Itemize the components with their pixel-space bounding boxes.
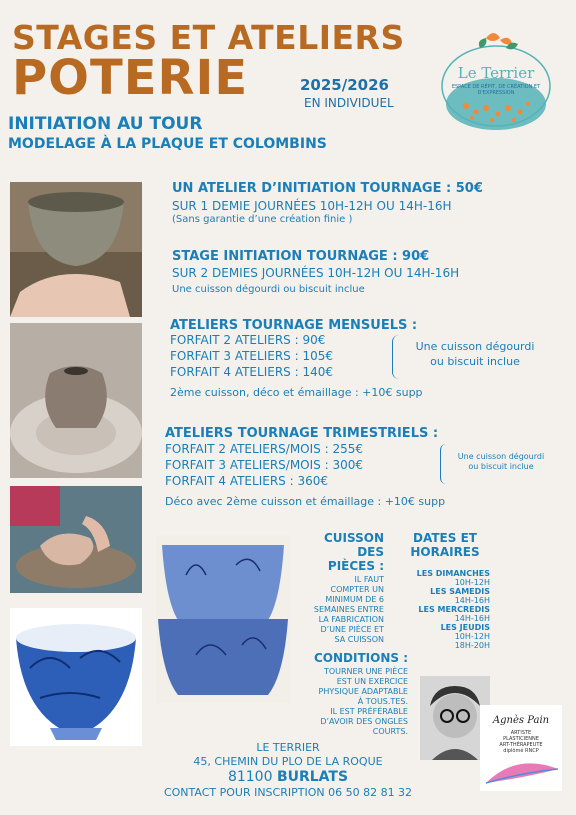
section3-side-note1: Une cuisson dégourdi — [415, 340, 535, 353]
title-line1: STAGES ET ATELIERS — [12, 18, 405, 57]
section2-line1: SUR 2 DEMIES JOURNÉES 10H-12H OU 14H-16H — [172, 266, 460, 280]
dates-hours-dimanches: 10H-12H — [454, 578, 490, 587]
dates-heading2: HORAIRES — [410, 545, 480, 559]
cuisson-heading1: CUISSON — [323, 531, 384, 545]
section4-footnote: Déco avec 2ème cuisson et émaillage : +10€ supp — [165, 495, 446, 508]
artist-role3: ART-THÉRAPEUTE — [499, 742, 543, 748]
section4-line2: FORFAIT 3 ATELIERS/MOIS : 300€ — [165, 458, 363, 472]
blue-bowl-photo — [10, 608, 142, 746]
artist-name: Agnès Pain — [492, 715, 550, 726]
title-line2: POTERIE — [12, 50, 249, 106]
artist-role1: ARTISTE — [510, 730, 532, 736]
year-label: 2025/2026 — [300, 76, 389, 94]
conditions-block — [292, 651, 408, 737]
dates-block — [400, 531, 490, 650]
section1-line1: SUR 1 DEMIE JOURNÉES 10H-12H OU 14H-16H — [172, 199, 452, 213]
footer-postcode: 81100 — [227, 769, 273, 785]
cuisson-heading3: PIÈCES : — [327, 559, 384, 573]
section4-side-note2: ou biscuit inclue — [468, 462, 534, 471]
dates-day-dimanches: LES DIMANCHES — [416, 569, 490, 578]
dates-day-jeudis: LES JEUDIS — [440, 623, 490, 632]
footer-city-line — [0, 769, 576, 785]
section2-line2: Une cuisson dégourdi ou biscuit inclue — [172, 284, 365, 295]
section4-heading: ATELIERS TOURNAGE TRIMESTRIELS : — [165, 426, 439, 441]
subtitle-modelage: MODELAGE À LA PLAQUE ET COLOMBINS — [8, 136, 327, 152]
cuisson-text1: IL FAUT — [354, 575, 384, 584]
dates-day-samedis: LES SAMEDIS — [430, 587, 490, 596]
artist-role2: PLASTICIENNE — [503, 736, 539, 742]
section1-line2: (Sans garantie d’une création finie ) — [172, 214, 353, 225]
footer-line2: 45, CHEMIN DU PLO DE LA ROQUE — [193, 755, 383, 768]
bowl-in-hand-photo — [10, 182, 142, 317]
conditions-text5: IL EST PRÉFÉRABLE — [330, 707, 408, 716]
wheel-vase-photo — [10, 323, 142, 478]
logo-tagline: ESPACE DE RÉPIT, DE CRÉATION ET D'EXPRESSION — [451, 84, 541, 96]
artist-role4: diplômé RNCP — [503, 748, 539, 754]
section3-line3: FORFAIT 4 ATELIERS : 140€ — [170, 365, 333, 379]
conditions-text3: PHYSIQUE ADAPTABLE — [318, 687, 408, 696]
footer-line1: LE TERRIER — [256, 741, 320, 754]
conditions-text4: À TOUS.TES. — [357, 697, 408, 706]
cuisson-text5: LA FABRICATION — [318, 615, 384, 624]
cuisson-heading2: DES — [357, 545, 384, 559]
cuisson-text2: COMPTER UN — [330, 585, 384, 594]
mode-label: EN INDIVIDUEL — [304, 96, 394, 110]
conditions-text7: COURTS. — [372, 727, 408, 736]
cuisson-text6: D’UNE PIÈCE ET — [320, 625, 384, 634]
section4-side-note1: Une cuisson dégourdi — [457, 452, 545, 461]
conditions-text2: EST UN EXERCICE — [336, 677, 408, 686]
hands-throwing-photo — [10, 486, 142, 593]
section4-line3: FORFAIT 4 ATELIERS : 360€ — [165, 474, 328, 488]
dates-hours-mercredis: 14H-16H — [454, 614, 490, 623]
section4-line1: FORFAIT 2 ATELIERS/MOIS : 255€ — [165, 442, 363, 456]
subtitle-initiation: INITIATION AU TOUR — [8, 114, 203, 134]
stacked-bowls-photo — [156, 535, 290, 703]
dates-heading1: DATES ET — [413, 531, 477, 545]
section1-heading: UN ATELIER D’INITIATION TOURNAGE : 50€ — [172, 181, 483, 196]
footer-contact: CONTACT POUR INSCRIPTION 06 50 82 81 32 — [163, 786, 413, 799]
conditions-text6: D’AVOIR DES ONGLES — [320, 717, 408, 726]
cuisson-text7: SA CUISSON — [334, 635, 384, 644]
le-terrier-logo — [436, 24, 556, 134]
logo-name: Le Terrier — [457, 64, 535, 82]
conditions-text1: TOURNER UNE PIÈCE — [323, 667, 408, 676]
cuisson-block — [296, 531, 384, 645]
section3-heading: ATELIERS TOURNAGE MENSUELS : — [170, 318, 418, 333]
dates-hours-jeudis-1: 10H-12H — [454, 632, 490, 641]
footer-city: BURLATS — [276, 769, 349, 785]
section3-side-note2: ou biscuit inclue — [430, 355, 520, 368]
section3-line2: FORFAIT 3 ATELIERS : 105€ — [170, 349, 333, 363]
section3-brace — [392, 335, 399, 379]
section2-heading: STAGE INITIATION TOURNAGE : 90€ — [172, 249, 430, 264]
cuisson-text3: MINIMUM DE 6 — [325, 595, 384, 604]
conditions-heading: CONDITIONS : — [314, 651, 408, 665]
dates-hours-jeudis-2: 18H-20H — [454, 641, 490, 650]
section3-line1: FORFAIT 2 ATELIERS : 90€ — [170, 333, 326, 347]
section3-footnote: 2ème cuisson, déco et émaillage : +10€ supp — [170, 386, 423, 399]
cuisson-text4: SEMAINES ENTRE — [313, 605, 384, 614]
dates-day-mercredis: LES MERCREDIS — [418, 605, 490, 614]
dates-hours-samedis: 14H-16H — [454, 596, 490, 605]
